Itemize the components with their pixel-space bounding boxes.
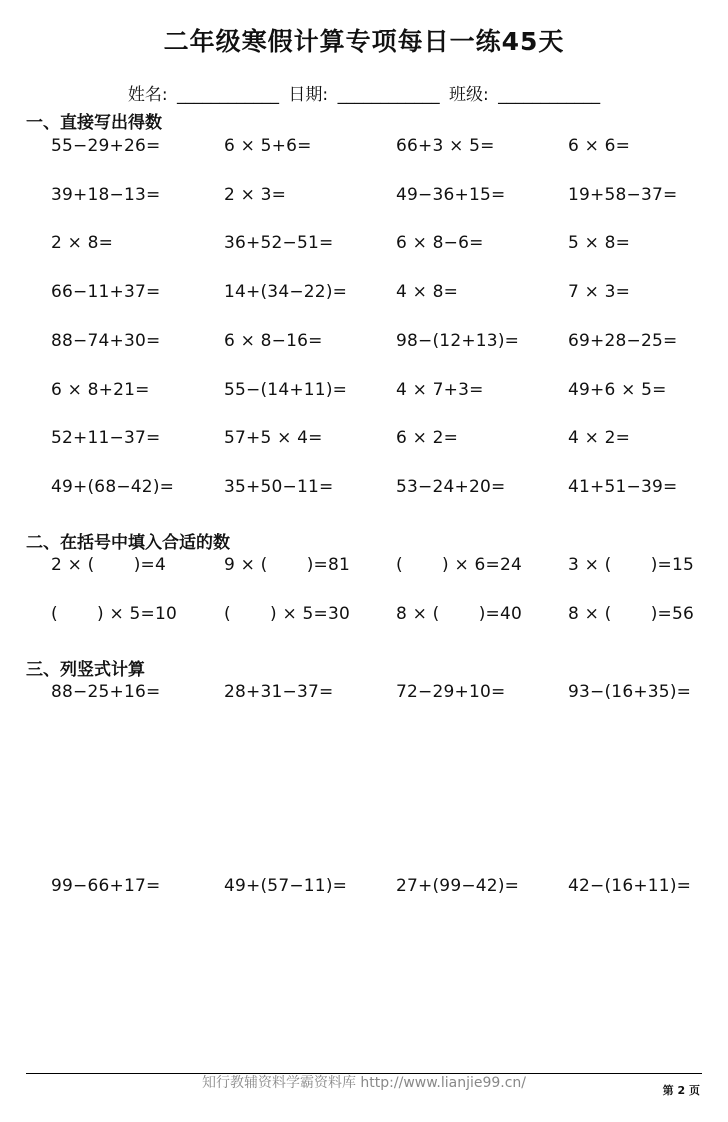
problem: 99−66+17=	[51, 876, 161, 896]
date-blank[interactable]: ____________	[337, 85, 440, 105]
problem: 72−29+10=	[396, 682, 506, 702]
problem: 4 × 7+3=	[396, 380, 484, 400]
problem: 9 × ( )=81	[224, 555, 351, 575]
problem: 6 × 5+6=	[224, 136, 312, 156]
problem: 2 × ( )=4	[51, 555, 167, 575]
problem: 6 × 2=	[396, 428, 459, 448]
student-info-row	[0, 80, 728, 105]
problem: 28+31−37=	[224, 682, 334, 702]
problem: 6 × 8−16=	[224, 331, 323, 351]
problem: 49+6 × 5=	[568, 380, 667, 400]
problem: 4 × 8=	[396, 282, 459, 302]
problem: 52+11−37=	[51, 428, 161, 448]
problem: 49+(68−42)=	[51, 477, 175, 497]
problem: 3 × ( )=15	[568, 555, 695, 575]
footer-watermark: 知行教辅资料学霸资料库 http://www.lianjie99.cn/	[201, 1075, 527, 1091]
problem: 49+(57−11)=	[224, 876, 348, 896]
problem: 69+28−25=	[568, 331, 678, 351]
class-label: 班级:	[448, 85, 489, 105]
problem: 36+52−51=	[224, 233, 334, 253]
problem: 88−25+16=	[51, 682, 161, 702]
problem: 57+5 × 4=	[224, 428, 323, 448]
problem: 19+58−37=	[568, 185, 678, 205]
problem: 6 × 6=	[568, 136, 631, 156]
class-blank[interactable]: ____________	[498, 85, 601, 105]
problem: 49−36+15=	[396, 185, 506, 205]
problem: ( ) × 6=24	[396, 555, 523, 575]
problem: 39+18−13=	[51, 185, 161, 205]
problem: 27+(99−42)=	[396, 876, 520, 896]
problem: 98−(12+13)=	[396, 331, 520, 351]
problem: 7 × 3=	[568, 282, 631, 302]
problem: 2 × 3=	[224, 185, 287, 205]
problem: 66+3 × 5=	[396, 136, 495, 156]
problem: 55−29+26=	[51, 136, 161, 156]
problem: 14+(34−22)=	[224, 282, 348, 302]
problem: 35+50−11=	[224, 477, 334, 497]
problem: 6 × 8−6=	[396, 233, 484, 253]
problem: 42−(16+11)=	[568, 876, 692, 896]
name-label: 姓名:	[127, 85, 168, 105]
section-heading-direct-answers: 一、直接写出得数	[26, 113, 162, 133]
problem: ( ) × 5=30	[224, 604, 351, 624]
problem: 93−(16+35)=	[568, 682, 692, 702]
section-heading-fill-brackets: 二、在括号中填入合适的数	[26, 533, 230, 553]
problem: 53−24+20=	[396, 477, 506, 497]
problem: 55−(14+11)=	[224, 380, 348, 400]
name-blank[interactable]: ____________	[177, 85, 280, 105]
problem: 66−11+37=	[51, 282, 161, 302]
problem: 8 × ( )=56	[568, 604, 695, 624]
problem: 88−74+30=	[51, 331, 161, 351]
page-number: 第 2 页	[662, 1084, 700, 1097]
problem: 8 × ( )=40	[396, 604, 523, 624]
problem: 4 × 2=	[568, 428, 631, 448]
problem: 41+51−39=	[568, 477, 678, 497]
problem: 2 × 8=	[51, 233, 114, 253]
problem: 6 × 8+21=	[51, 380, 150, 400]
section-heading-vertical-calc: 三、列竖式计算	[26, 660, 145, 680]
problem: 5 × 8=	[568, 233, 631, 253]
date-label: 日期:	[288, 85, 329, 105]
problem: ( ) × 5=10	[51, 604, 178, 624]
page-title: 二年级寒假计算专项每日一练45天	[163, 27, 565, 56]
